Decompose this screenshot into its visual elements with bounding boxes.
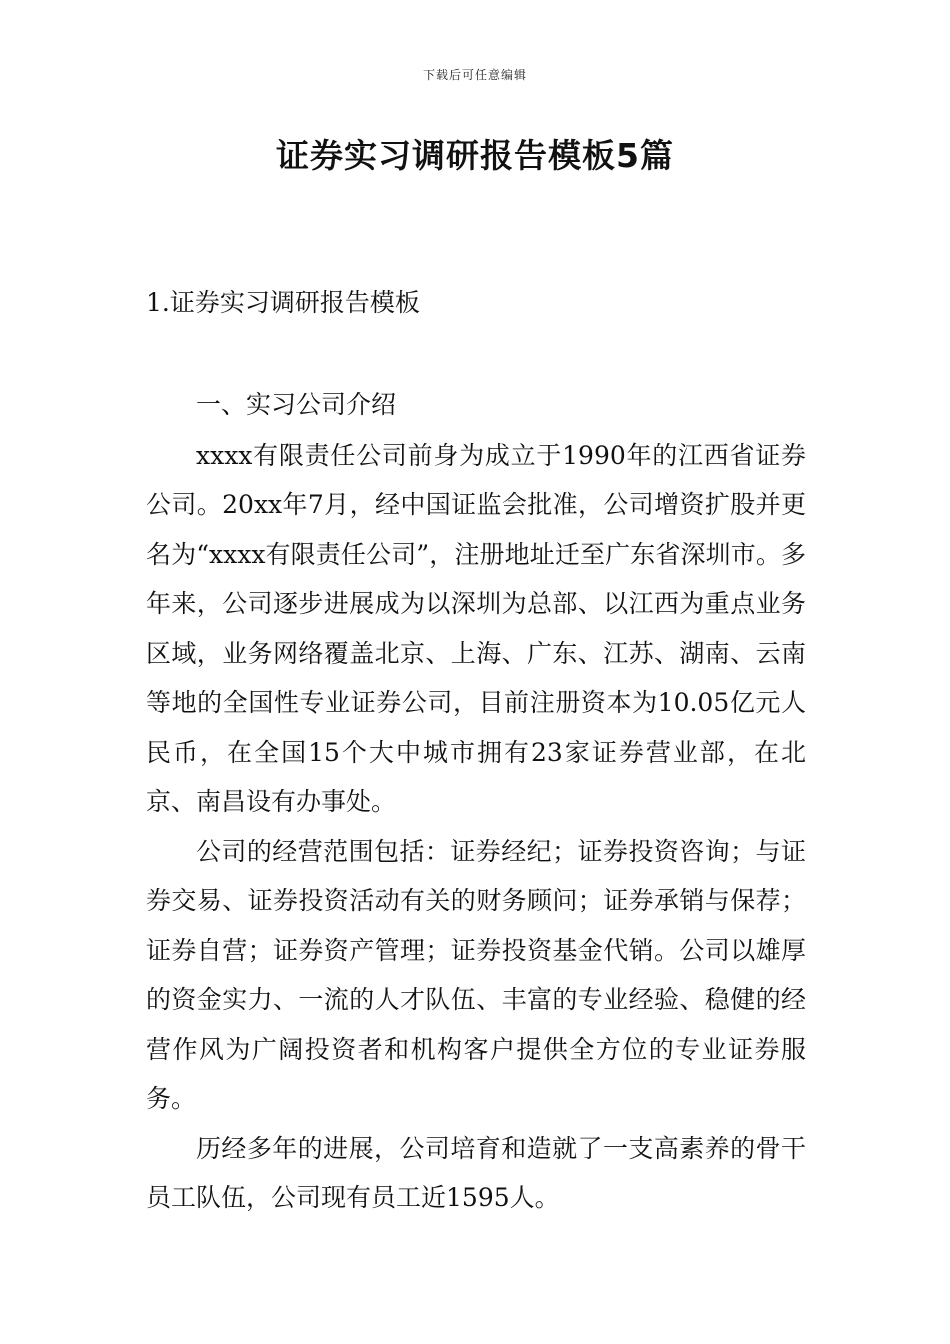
section-title: 1.证券实习调研报告模板 xyxy=(146,288,420,317)
subheading: 一、实习公司介绍 xyxy=(196,390,397,419)
paragraph-company-intro: xxxx有限责任公司前身为成立于1990年的江西省证券公司。20xx年7月，经中国证监会批准，公司增资扩股并更名为“xxxx有限责任公司”，注册地址迁至广东省深圳市。多年来，公司逐步进展成为以深圳为总部、以江西为重点业务区域，业务网络覆盖北京、上海、广东、江苏、湖南、云南等地的全国性专业证券公司，目前注册资本为10.05亿元人民币，在全国15个大中城市拥有23家证券营业部，在北京、南昌设有办事处。 xyxy=(146,440,806,816)
document-title: 证券实习调研报告模板5篇 xyxy=(276,136,674,175)
header-note: 下载后可任意编辑 xyxy=(422,68,527,82)
document-body xyxy=(146,380,806,1223)
paragraph-business-scope: 公司的经营范围包括：证券经纪；证券投资咨询；与证券交易、证券投资活动有关的财务顾问；证券承销与保荐；证券自营；证券资产管理；证券投资基金代销。公司以雄厚的资金实力、一流的人才队伍、丰富的专业经验、稳健的经营作风为广阔投资者和机构客户提供全方位的专业证券服务。 xyxy=(146,836,806,1113)
paragraph-staff: 历经多年的进展，公司培育和造就了一支高素养的骨干员工队伍，公司现有员工近1595人。 xyxy=(146,1133,806,1212)
